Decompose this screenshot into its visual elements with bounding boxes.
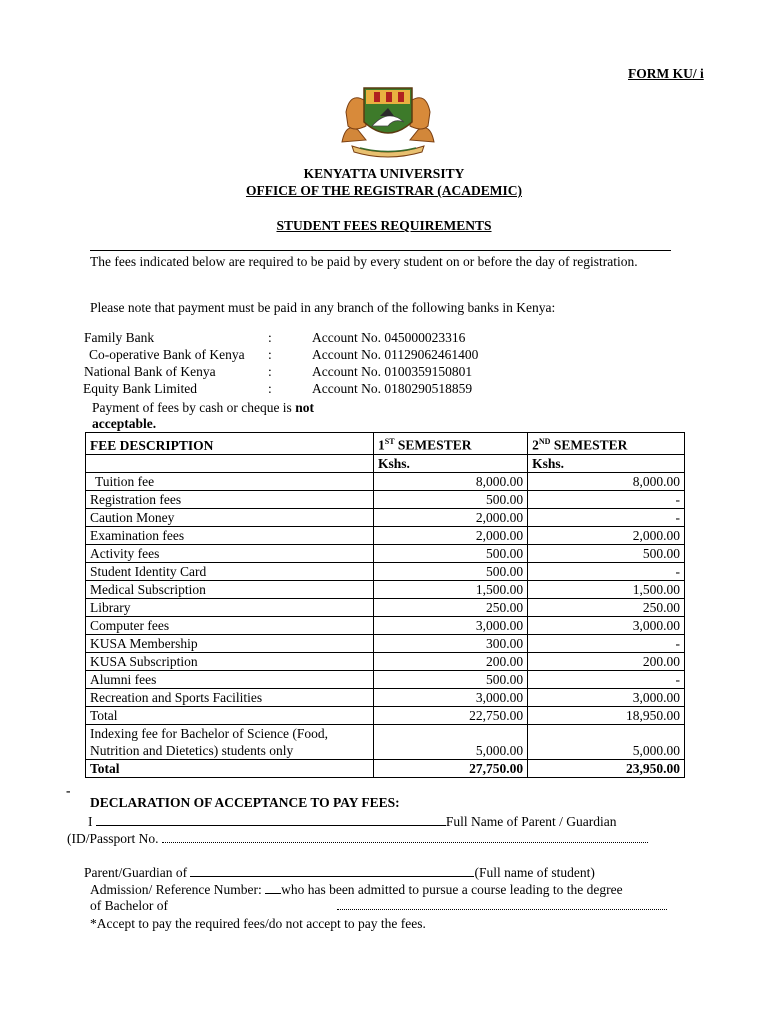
sem1-suffix: ST — [384, 437, 395, 446]
bank-account: Account No. 0180290518859 — [312, 381, 473, 396]
bank-colon: : — [268, 347, 272, 362]
admission-number-field[interactable] — [265, 881, 281, 894]
fee-sem2: 3,000.00 — [528, 616, 685, 634]
parent-name-field[interactable] — [96, 813, 446, 826]
sem1-number: 1 — [378, 437, 385, 453]
sem1-label: SEMESTER — [394, 437, 472, 453]
grand-total-row — [86, 759, 685, 777]
fee-description: Alumni fees — [86, 670, 374, 688]
cash-note-bold: not acceptable. — [92, 400, 314, 431]
fee-table — [85, 432, 685, 778]
university-name: KENYATTA UNIVERSITY — [303, 166, 465, 181]
subtotal-row — [86, 706, 685, 724]
fee-sem1: 500.00 — [374, 670, 528, 688]
accept-statement: *Accept to pay the required fees/do not accept to pay the fees. — [90, 916, 426, 931]
id-passport-field[interactable] — [162, 831, 648, 843]
fee-description: Total — [86, 706, 374, 724]
parent-label: Full Name of Parent / Guardian — [445, 814, 617, 829]
i-label: I — [88, 814, 93, 829]
bank-name: Equity Bank Limited — [83, 381, 197, 396]
intro-text: The fees indicated below are required to be paid by every student on or before the day of registration. — [90, 254, 638, 269]
fee-sem1: 2,000.00 — [374, 508, 528, 526]
fee-description: Computer fees — [86, 616, 374, 634]
fee-description: KUSA Subscription — [86, 652, 374, 670]
fee-sem1: 500.00 — [374, 562, 528, 580]
fee-description: Registration fees — [86, 490, 374, 508]
id-label: (ID/Passport No. — [67, 831, 159, 846]
table-row — [86, 562, 685, 580]
table-row — [86, 634, 685, 652]
table-row — [86, 652, 685, 670]
declaration-line-degree — [90, 898, 690, 914]
table-row — [86, 544, 685, 562]
fee-sem1: 300.00 — [374, 634, 528, 652]
form-code: FORM KU/ i — [628, 66, 704, 81]
currency-label: Kshs. — [374, 454, 528, 472]
fee-sem1: 500.00 — [374, 544, 528, 562]
bank-account: Account No. 0100359150801 — [312, 364, 473, 379]
fee-sem1: 250.00 — [374, 598, 528, 616]
fee-sem1: 2,000.00 — [374, 526, 528, 544]
divider — [90, 250, 671, 251]
declaration-line-admission — [90, 881, 623, 898]
fee-sem1: 500.00 — [374, 490, 528, 508]
fee-sem1: 3,000.00 — [374, 688, 528, 706]
table-row — [86, 688, 685, 706]
bank-name: National Bank of Kenya — [84, 364, 216, 379]
declaration-line-parent — [88, 813, 616, 830]
fee-description: Examination fees — [86, 526, 374, 544]
fee-description: KUSA Membership — [86, 634, 374, 652]
bank-name: Family Bank — [84, 330, 155, 345]
table-row — [86, 580, 685, 598]
fee-sem2: 18,950.00 — [528, 706, 685, 724]
fee-description: Student Identity Card — [86, 562, 374, 580]
fee-sem1: 1,500.00 — [374, 580, 528, 598]
sem2-label: SEMESTER — [550, 437, 628, 453]
col-first-semester — [374, 433, 528, 455]
fee-sem2: 8,000.00 — [528, 472, 685, 490]
fee-description: Activity fees — [86, 544, 374, 562]
fee-description: Medical Subscription — [86, 580, 374, 598]
bank-name: Co-operative Bank of Kenya — [89, 347, 245, 362]
table-row — [86, 616, 685, 634]
student-name-field[interactable] — [190, 864, 474, 877]
bachelor-label: of Bachelor of — [90, 898, 168, 913]
bank-account: Account No. 01129062461400 — [312, 347, 479, 362]
fee-sem2: 500.00 — [528, 544, 685, 562]
declaration-line-student — [84, 864, 595, 881]
sem2-number: 2 — [532, 437, 539, 453]
fee-description: Total — [86, 759, 374, 777]
fee-description: Caution Money — [86, 508, 374, 526]
fee-sem1: 3,000.00 — [374, 616, 528, 634]
fee-sem2: 200.00 — [528, 652, 685, 670]
sem2-suffix: ND — [538, 437, 551, 446]
declaration-heading: DECLARATION OF ACCEPTANCE TO PAY FEES: — [90, 795, 400, 810]
fee-sem2: 250.00 — [528, 598, 685, 616]
dash-mark: - — [66, 783, 71, 798]
fee-description: Tuition fee — [86, 472, 374, 490]
table-header-row — [86, 433, 685, 455]
fee-sem1: 22,750.00 — [374, 706, 528, 724]
declaration-line-id — [67, 831, 648, 847]
table-row — [86, 508, 685, 526]
fee-sem1: 8,000.00 — [374, 472, 528, 490]
fee-sem2: 5,000.00 — [528, 724, 685, 759]
table-row — [86, 526, 685, 544]
indexing-fee-row — [86, 724, 685, 759]
fee-description: Recreation and Sports Facilities — [86, 688, 374, 706]
bank-colon: : — [268, 381, 272, 396]
col-fee-description: FEE DESCRIPTION — [86, 433, 374, 455]
table-row — [86, 472, 685, 490]
bank-account: Account No. 045000023316 — [312, 330, 466, 345]
fee-sem2: - — [528, 508, 685, 526]
fee-sem1: 27,750.00 — [374, 759, 528, 777]
admission-label: Admission/ Reference Number: — [90, 882, 262, 897]
fee-description: Indexing fee for Bachelor of Science (Food, Nutrition and Dietetics) students only — [86, 724, 374, 759]
table-row — [86, 598, 685, 616]
fee-sem2: - — [528, 634, 685, 652]
cash-note-text: Payment of fees by cash or cheque is — [92, 400, 296, 415]
university-crest-logo — [336, 82, 440, 162]
currency-label: Kshs. — [528, 454, 685, 472]
fee-sem2: 23,950.00 — [528, 759, 685, 777]
fee-sem2: 1,500.00 — [528, 580, 685, 598]
currency-row — [86, 454, 685, 472]
degree-field[interactable] — [337, 898, 667, 910]
fee-sem2: - — [528, 490, 685, 508]
cash-note — [92, 400, 362, 432]
fee-sem1: 5,000.00 — [374, 724, 528, 759]
table-row — [86, 490, 685, 508]
fee-description: Library — [86, 598, 374, 616]
document-title: STUDENT FEES REQUIREMENTS — [276, 218, 492, 233]
bank-colon: : — [268, 364, 272, 379]
table-row — [86, 670, 685, 688]
fee-sem2: 3,000.00 — [528, 688, 685, 706]
student-label: (Full name of student) — [474, 865, 595, 880]
fee-sem2: 2,000.00 — [528, 526, 685, 544]
bank-colon: : — [268, 330, 272, 345]
fee-sem2: - — [528, 670, 685, 688]
table-cell — [86, 454, 374, 472]
office-name: OFFICE OF THE REGISTRAR (ACADEMIC) — [245, 183, 523, 198]
parent-of-label: Parent/Guardian of — [84, 865, 188, 880]
fee-sem2: - — [528, 562, 685, 580]
payment-note: Please note that payment must be paid in any branch of the following banks in Kenya: — [90, 300, 556, 315]
fee-sem1: 200.00 — [374, 652, 528, 670]
admitted-text: who has been admitted to pursue a course leading to the degree — [281, 882, 623, 897]
col-second-semester — [528, 433, 685, 455]
